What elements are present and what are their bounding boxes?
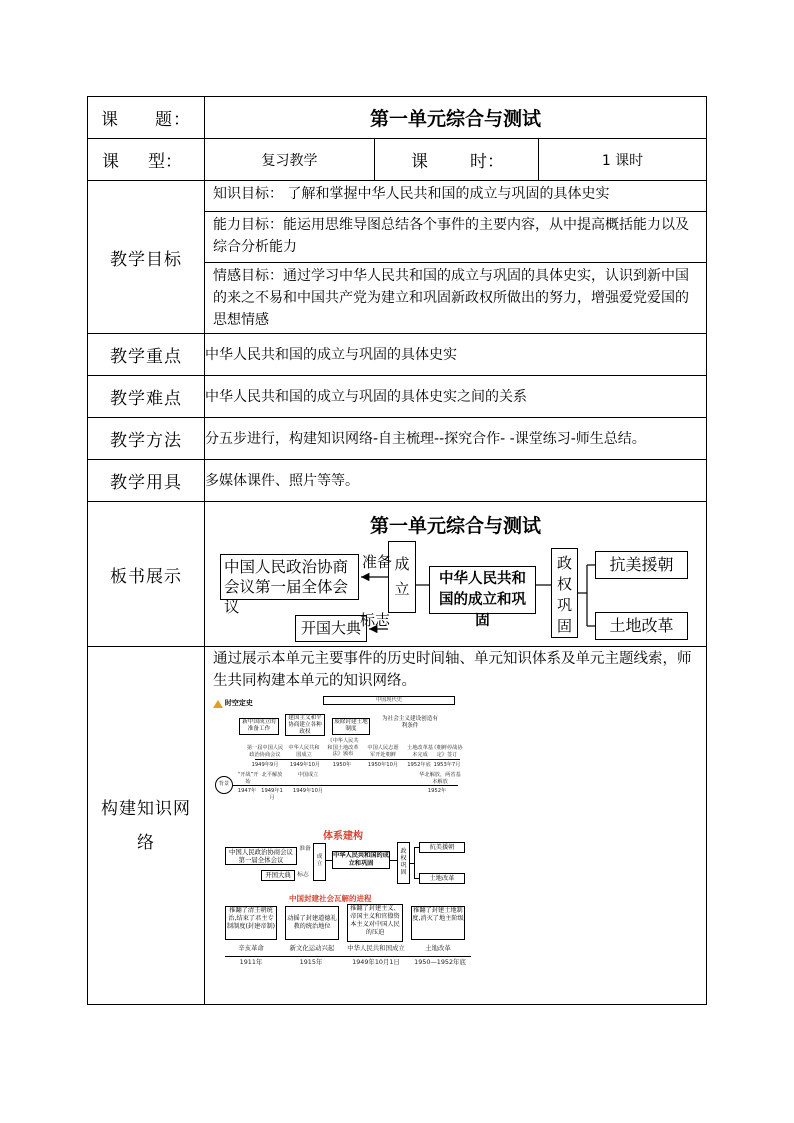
system-link-4 xyxy=(414,847,419,848)
board-row xyxy=(88,502,707,647)
lower-event-3: 中国成立 xyxy=(297,772,319,778)
process-card-2: 动摇了封建道德礼教的统治地位 xyxy=(285,906,339,940)
process-card-3: 推翻了封建主义、帝国主义和官僚资本主义对中国人民的压迫 xyxy=(347,904,403,942)
lower-date-1: 1947年 xyxy=(237,788,257,794)
system-consolidate-box: 政权巩固 xyxy=(397,842,410,884)
tools-row xyxy=(88,460,707,502)
objectives-label: 教学目标 xyxy=(88,181,205,334)
system-link-3 xyxy=(410,863,414,864)
timeline-axis xyxy=(255,759,460,760)
objective-emotion: 情感目标：通过学习中华人民共和国的成立与巩固的具体史实，认识到新中国的来之不易和中国共产党为建立和巩固新政权所做出的努力，增强爱党爱国的思想情感 xyxy=(213,268,689,328)
objective-ability: 能力目标：能运用思维导图总结各个事件的主要内容，从中提高概括能力以及综合分析能力 xyxy=(205,212,706,263)
key-points-row xyxy=(88,334,707,376)
consolidate-box: 政权巩固 xyxy=(551,548,578,638)
board-title: 第一单元综合与测试 xyxy=(370,515,542,537)
timeline-date-6: 1953年7月 xyxy=(433,762,461,768)
process-card-4: 推翻了封建土地制度,消灭了地主阶级 xyxy=(411,906,465,940)
system-link-1 xyxy=(326,860,332,861)
topic-row xyxy=(88,97,707,139)
lower-event-4: 华北解放，两省基本解放 xyxy=(419,772,461,785)
timeline-heading: 时空定史 xyxy=(213,698,253,708)
system-heading: 体系建构 xyxy=(323,831,363,842)
timeline-box-1: 新中国成立的准备工作 xyxy=(239,718,279,735)
timeline-box-3: 废除封建土地制度 xyxy=(332,718,370,735)
process-card-1: 推翻了清王朝统治,结束了君主专制制度(封建帝制) xyxy=(225,906,277,940)
timeline-event-3: 《中华人民共和国土地改革法》颁布 xyxy=(327,738,359,757)
process-event-2: 新文化运动兴起 xyxy=(289,944,335,952)
hours-label-b: 时： xyxy=(470,152,504,172)
topic-value: 第一单元综合与测试 xyxy=(205,97,707,139)
process-date-1: 1911年 xyxy=(239,958,263,966)
prepare-label: 准备 xyxy=(362,553,393,571)
methods-label: 教学方法 xyxy=(88,418,205,460)
timeline-event-5: 土地改革基本完成 xyxy=(407,745,433,758)
timeline-top-bar: 中国现代史 xyxy=(323,696,455,705)
lower-date-3: 1949年10月 xyxy=(292,788,324,794)
network-intro: 通过展示本单元主要事件的历史时间轴、单元知识体系及单元主题线索，师生共同构建本单元的知识网络。 xyxy=(213,651,692,689)
timeline-event-1: 第一届中国人民政治协商会议 xyxy=(246,745,284,758)
system-found-box: 成立 xyxy=(313,843,326,881)
difficulties-value: 中华人民共和国的成立与巩固的具体史实之间的关系 xyxy=(205,376,707,418)
system-meeting-box: 中国人民政治协商会议第一届全体会议 xyxy=(225,847,297,865)
process-axis xyxy=(225,956,471,957)
timeline-date-1: 1949年9月 xyxy=(251,762,279,768)
prc-box: 中华人民共和国的成立和巩固 xyxy=(429,566,536,614)
objective-knowledge: 知识目标： 了解和掌握中华人民共和国的成立与巩固的具体史实 xyxy=(205,181,706,212)
process-date-2: 1915年 xyxy=(299,958,323,966)
hours-value: 1 课时 xyxy=(539,139,707,181)
tools-value: 多媒体课件、照片等等。 xyxy=(205,460,707,502)
methods-row xyxy=(88,418,707,460)
system-prc-box: 中华人民共和国的成立和巩固 xyxy=(333,852,389,867)
network-row xyxy=(88,647,707,1005)
process-heading: 中国封建社会瓦解的进程 xyxy=(289,894,372,903)
system-link-2 xyxy=(390,860,397,861)
timeline-date-2: 1949年10月 xyxy=(289,762,321,768)
system-link-5 xyxy=(414,878,419,879)
board-connectors xyxy=(205,503,705,645)
system-branch xyxy=(414,847,415,879)
timeline-event-6: 《朝鲜停战协定》签订 xyxy=(431,745,463,758)
difficulties-row xyxy=(88,376,707,418)
board-label: 板书展示 xyxy=(88,502,205,647)
process-event-1: 辛亥革命 xyxy=(238,944,264,952)
found-box: 成立 xyxy=(388,541,416,613)
mark-label: 标志 xyxy=(360,611,391,629)
objectives-row xyxy=(88,181,707,334)
lower-event-2: 北平解放 xyxy=(261,772,283,778)
type-label-b: 型： xyxy=(148,152,182,172)
korea-box: 抗美援朝 xyxy=(595,551,688,579)
methods-value: 分五步进行，构建知识网络-自主梳理--探究合作- -课堂练习-师生总结。 xyxy=(205,418,707,460)
timeline-date-4: 1950年10月 xyxy=(367,762,399,768)
network-label: 构建知识网络 xyxy=(88,647,205,1005)
hours-label xyxy=(375,139,539,181)
key-points-label: 教学重点 xyxy=(88,334,205,376)
objectives-cell xyxy=(205,181,707,334)
hours-label-a: 课 xyxy=(411,152,428,172)
network-cell xyxy=(205,647,707,1005)
process-event-3: 中华人民共和国成立 xyxy=(347,944,405,952)
type-label xyxy=(88,139,205,181)
ceremony-box: 开国大典 xyxy=(295,615,367,642)
tools-label: 教学用具 xyxy=(88,460,205,502)
difficulties-label: 教学难点 xyxy=(88,376,205,418)
timeline-event-2: 中华人民共和国成立 xyxy=(288,745,320,758)
network-figures xyxy=(205,694,706,1004)
timeline-date-5: 1952年底 xyxy=(407,762,431,768)
type-label-a: 课 xyxy=(102,152,119,172)
system-mark: 标志 xyxy=(297,872,309,878)
timeline-side-label: 背景 xyxy=(215,776,233,794)
lower-event-1: “开战”开始 xyxy=(237,772,259,785)
lower-date-4: 1952年 xyxy=(427,788,447,794)
land-box: 土地改革 xyxy=(595,612,688,640)
system-land-box: 土地改革 xyxy=(419,873,465,884)
timeline-date-3: 1950年 xyxy=(332,762,352,768)
system-ceremony-box: 开国大典 xyxy=(261,870,295,881)
key-points-value: 中华人民共和国的成立与巩固的具体史实 xyxy=(205,334,707,376)
timeline-lower-axis xyxy=(233,785,458,786)
type-value: 复习教学 xyxy=(205,139,375,181)
timeline-box-2: 建国主义和平协商建立各种政权 xyxy=(285,714,325,736)
board-cell xyxy=(205,502,707,647)
lesson-plan-table xyxy=(87,96,707,1005)
timeline-event-4: 中国人民志愿军开赴朝鲜 xyxy=(367,745,399,758)
type-row xyxy=(88,139,707,181)
timeline-box-4: 为社会主义建设创造有利条件 xyxy=(380,716,440,733)
process-event-4: 土地改革 xyxy=(425,944,451,952)
meeting-box: 中国人民政治协商会议第一届全体会议 xyxy=(220,554,359,600)
board-diagram xyxy=(205,503,706,645)
system-korea-box: 抗美援朝 xyxy=(419,842,465,853)
system-prepare: 准备 xyxy=(299,846,311,852)
process-date-3: 1949年10月1日 xyxy=(352,958,400,966)
lower-date-2: 1949年1月 xyxy=(261,788,283,801)
process-date-4: 1950—1952年底 xyxy=(414,958,466,966)
timeline-heading-icon xyxy=(213,700,223,708)
topic-label: 课 题： xyxy=(88,97,205,139)
